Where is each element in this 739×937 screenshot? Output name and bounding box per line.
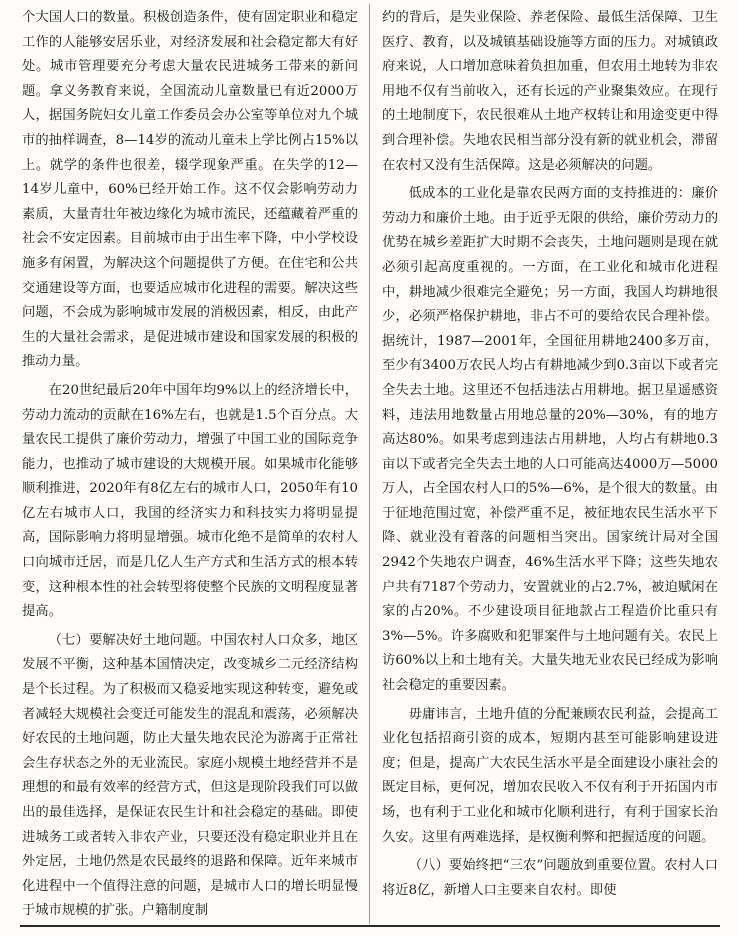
paragraph: （七）要解决好土地问题。中国农村人口众多，地区发展不平衡，这种基本国情决定，改变城乡二元经济结构是个长过程。为了积极而又稳妥地实现这种转变，避免或者减轻大规模社会变迁可能发生的混乱和震荡，必须解决好农民的土地问题，防止大量失地农民沦为游离于正常社会生存状态之外的无业流民。家庭小规模土地经营并不是理想的和最有效率的经营方式，但这是现阶段我们可以做出的最佳选择，是保证农民生计和社会稳定的基础。即使进城务工或者转入非农产业，只要还没有稳定职业并且在外定居，土地仍然是农民最终的退路和保障。近年来城市化进程中一个值得注意的问题，是城市人口的增长明显慢于城市规模的扩张。户籍制度制: [22, 632, 358, 919]
paragraph: 毋庸讳言，土地升值的分配兼顾农民利益，会提高工业化包括招商引资的成本，短期内甚至可能影响建设进度；但是，提高广大农民生活水平是全面建设小康社会的既定目标，更何况，增加农民收入不仅有利于开拓国内市场，也有利于工业化和城市化顺利进行，有利于国家长治久安。这里有两难选择，是权衡利弊和把握适度的问题。: [382, 706, 718, 845]
paragraph: 个大国人口的数量。积极创造条件，使有固定职业和稳定工作的人能够安居乐业，对经济发展和社会稳定都大有好处。城市管理要充分考虑大量农民进城务工带来的新问题。拿义务教育来说，全国流动儿童数量已有近2000万人，据国务院妇女儿童工作委员会办公室等单位对九个城市的抽样调查，8—14岁的流动儿童未上学比例占15%以上。就学的条件也很差，辍学现象严重。在失学的12—14岁儿童中，60%已经开始工作。这不仅会影响劳动力素质，大量青壮年被边缘化为城市流民，还蕴藏着严重的社会不安定因素。目前城市由于出生率下降，中小学校设施多有闲置，为解决这个问题提供了方便。在住宅和公共交通建设等方面，也要适应城市化进程的需要。解决这些问题，不会成为影响城市发展的消极因素，相反，由此产生的大量社会需求，是促进城市建设和国家发展的积极的推动力量。: [22, 10, 358, 370]
column-divider: [369, 4, 370, 924]
page-bottom-rule: [20, 925, 720, 927]
right-column: [382, 6, 718, 903]
left-column: [22, 6, 358, 924]
paragraph: 低成本的工业化是靠农民两方面的支持推进的：廉价劳动力和廉价土地。由于近乎无限的供给，廉价劳动力的优势在城乡差距扩大时期不会丧失，土地问题则是现在就必须引起高度重视的。一方面，在工业化和城市化进程中，耕地减少很难完全避免；另一方面，我国人均耕地很少，必须严格保护耕地，非占不可的要给农民合理补偿。据统计，1987—2001年，全国征用耕地2400多万亩，至少有3400万农民人均占有耕地减少到0.3亩以下或者完全失去土地。这里还不包括违法占用耕地。据卫星遥感资料，违法用地数量占用地总量的20%—30%，有的地方高达80%。如果考虑到违法占用耕地，人均占有耕地0.3亩以下或者完全失去土地的人口可能高达4000万—5000万人，占全国农村人口的5%—6%，是个很大的数量。由于征地范围过宽，补偿严重不足，被征地农民生活水平下降、就业没有着落的问题相当突出。国家统计局对全国2942个失地农户调查，46%生活水平下降；这些失地农户共有7187个劳动力，安置就业的占2.7%，被迫赋闲在家的占20%。不少建设项目征地款占工程造价比重只有3%—5%。许多腐败和犯罪案件与土地问题有关。农民上访60%以上和土地有关。大量失地无业农民已经成为影响社会稳定的重要因素。: [382, 186, 718, 694]
paragraph: 在20世纪最后20年中国年均9%以上的经济增长中，劳动力流动的贡献在16%左右，也就是1.5个百分点。大量农民工提供了廉价劳动力，增强了中国工业的国际竞争能力，也推动了城市建设的大规模开展。如果城市化能够顺利推进，2020年有8亿左右的城市人口，2050年有10亿左右城市人口，我国的经济实力和科技实力将明显提高，国际影响力将明显增强。城市化绝不是简单的农村人口向城市迁居，而是几亿人生产方式和生活方式的根本转变，这种根本性的社会转型将使整个民族的文明程度显著提高。: [22, 382, 358, 620]
paragraph: 约的背后，是失业保险、养老保险、最低生活保障、卫生医疗、教育，以及城镇基础设施等方面的压力。对城镇政府来说，人口增加意味着负担加重，但农用土地转为非农用地不仅有当前收入，还有长远的产业聚集效应。在现行的土地制度下，农民很难从土地产权转让和用途变更中得到合理补偿。失地农民相当部分没有新的就业机会，滞留在农村又没有生活保障。这是必须解决的问题。: [382, 10, 718, 173]
paragraph: （八）要始终把“三农”问题放到重要位置。农村人口将近8亿，新增人口主要来自农村。即使: [382, 858, 718, 898]
